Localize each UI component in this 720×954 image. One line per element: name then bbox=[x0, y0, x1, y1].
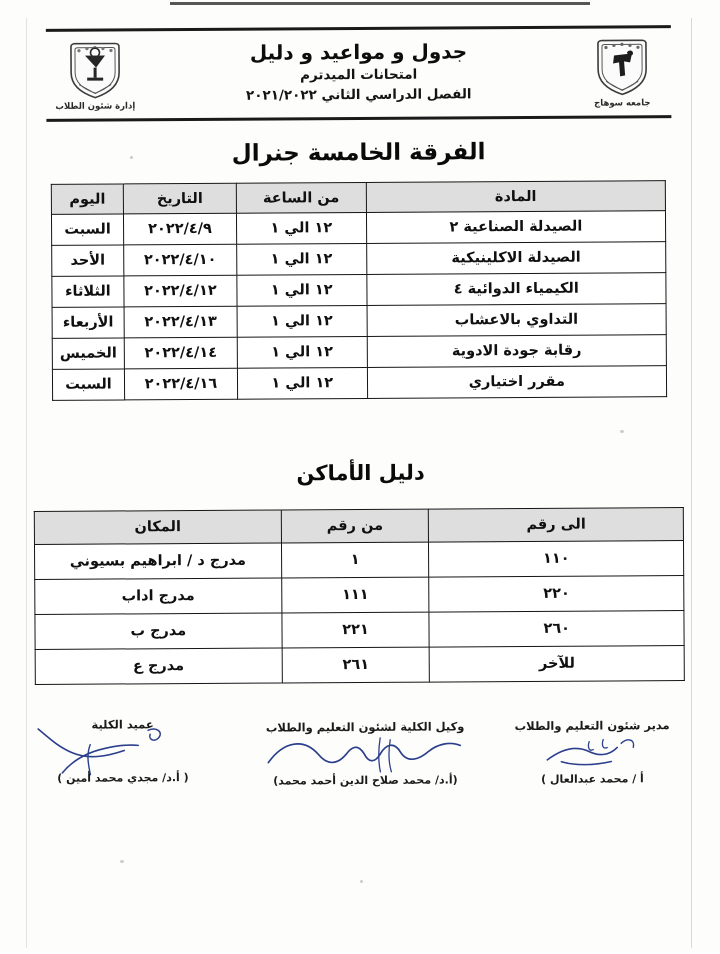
column-header-from-number: من رقم bbox=[281, 509, 429, 543]
column-header-subject: المادة bbox=[366, 181, 666, 213]
cell-subject: التداوي بالاعشاب bbox=[367, 304, 667, 337]
cell-day: الخميس bbox=[52, 338, 124, 369]
cell-place: مدرج اداب bbox=[35, 578, 282, 615]
table-row bbox=[34, 541, 683, 580]
cell-time: ١٢ الي ١ bbox=[237, 336, 367, 368]
exam-schedule-table bbox=[51, 180, 667, 401]
student-affairs-logo bbox=[52, 38, 138, 112]
signature-stroke-icon bbox=[517, 731, 667, 774]
grade-section-title: الفرقة الخامسة جنرال bbox=[231, 139, 486, 167]
cell-from-number: ١١١ bbox=[281, 577, 429, 613]
signature-name: أ / محمد عبدالعال ) bbox=[541, 772, 644, 786]
cell-to-number: ١١٠ bbox=[429, 541, 684, 578]
sohag-university-logo bbox=[579, 35, 665, 109]
column-header-date: التاريخ bbox=[123, 183, 236, 214]
cell-time: ١٢ الي ١ bbox=[237, 305, 367, 337]
cell-time: ١٢ الي ١ bbox=[237, 367, 367, 399]
table-row bbox=[35, 611, 684, 650]
cell-subject: الصيدلة الاكلينيكية bbox=[366, 242, 666, 275]
table-row bbox=[52, 366, 666, 401]
document-header bbox=[46, 25, 672, 122]
cell-to-number: ٢٢٠ bbox=[429, 576, 684, 613]
signature-director bbox=[482, 718, 702, 786]
signature-role-label: عميد الكلية bbox=[91, 717, 154, 732]
cell-day: الأحد bbox=[52, 245, 124, 276]
handwritten-signature bbox=[482, 732, 702, 773]
cell-time: ١٢ الي ١ bbox=[236, 212, 366, 244]
cell-time: ١٢ الي ١ bbox=[237, 274, 367, 306]
table-header-row bbox=[51, 181, 665, 215]
cell-subject: مقرر اختياري bbox=[367, 366, 667, 399]
cell-to-number: ٢٦٠ bbox=[429, 611, 684, 648]
venue-guide-table bbox=[34, 507, 685, 685]
table-row bbox=[35, 576, 684, 615]
handwritten-signature bbox=[20, 731, 225, 772]
cell-place: مدرج ب bbox=[35, 613, 282, 650]
document-subtitle-term: الفصل الدراسي الثاني ٢٠٢١/٢٠٢٢ bbox=[245, 85, 472, 104]
cell-day: الثلاثاء bbox=[52, 276, 124, 307]
document-subtitle-exams: امتحانات الميدترم bbox=[300, 66, 418, 84]
cell-subject: الكيمياء الدوائية ٤ bbox=[366, 273, 666, 306]
cell-date: ٢٠٢٢/٤/٩ bbox=[123, 213, 236, 245]
cell-date: ٢٠٢٢/٤/١٤ bbox=[124, 337, 237, 369]
university-shield-icon bbox=[594, 35, 650, 97]
cell-from-number: ١ bbox=[281, 542, 429, 578]
cell-subject: الصيدلة الصناعية ٢ bbox=[366, 211, 666, 244]
column-header-time: من الساعة bbox=[236, 182, 366, 213]
signature-dean bbox=[20, 717, 225, 785]
signature-name: (أ.د/ محمد صلاح الدين أحمد محمد) bbox=[273, 773, 458, 788]
student-affairs-logo-caption: إدارة شئون الطلاب bbox=[55, 101, 136, 113]
signature-name: ( أ.د/ مجدي محمد أمين ) bbox=[57, 771, 189, 785]
cell-place: مدرج د / ابراهيم بسيوني bbox=[34, 543, 281, 580]
column-header-to-number: الى رقم bbox=[429, 508, 684, 543]
cell-day: السبت bbox=[51, 214, 123, 245]
column-header-place: المكان bbox=[34, 510, 281, 545]
document-title: جدول و مواعيد و دليل bbox=[249, 39, 468, 65]
cell-time: ١٢ الي ١ bbox=[237, 243, 367, 275]
signature-vice-dean bbox=[240, 719, 490, 788]
cell-day: الأربعاء bbox=[52, 307, 124, 338]
column-header-day: اليوم bbox=[51, 184, 123, 214]
table-row bbox=[52, 242, 666, 277]
table-row bbox=[51, 211, 665, 246]
table-row bbox=[52, 304, 666, 339]
cell-day: السبت bbox=[52, 369, 124, 400]
table-row bbox=[35, 646, 684, 685]
pharmacy-shield-icon bbox=[67, 38, 123, 100]
signature-block bbox=[2, 710, 720, 824]
table-header-row bbox=[34, 508, 683, 545]
cell-place: مدرج ع bbox=[35, 648, 282, 685]
cell-subject: رقابة جودة الادوية bbox=[367, 335, 667, 368]
header-title-group bbox=[138, 39, 579, 109]
cell-from-number: ٢٢١ bbox=[282, 612, 430, 648]
cell-date: ٢٠٢٢/٤/١٦ bbox=[124, 368, 237, 400]
handwritten-signature bbox=[240, 733, 490, 775]
signature-stroke-icon bbox=[260, 731, 470, 776]
cell-date: ٢٠٢٢/٤/١٠ bbox=[124, 244, 237, 276]
signature-role-label: وكيل الكلية لشئون التعليم والطلاب bbox=[265, 719, 465, 735]
signature-role-label: مدير شئون التعليم والطلاب bbox=[514, 718, 670, 734]
table-row bbox=[52, 273, 666, 308]
signature-stroke-icon bbox=[28, 726, 218, 777]
cell-from-number: ٢٦١ bbox=[282, 647, 430, 683]
cell-date: ٢٠٢٢/٤/١٣ bbox=[124, 306, 237, 338]
cell-date: ٢٠٢٢/٤/١٢ bbox=[124, 275, 237, 307]
venues-section-title: دليل الأماكن bbox=[296, 460, 425, 486]
table-row bbox=[52, 335, 666, 370]
cell-to-number: للآخر bbox=[430, 646, 685, 683]
university-logo-caption: جامعه سوهاج bbox=[594, 97, 651, 109]
